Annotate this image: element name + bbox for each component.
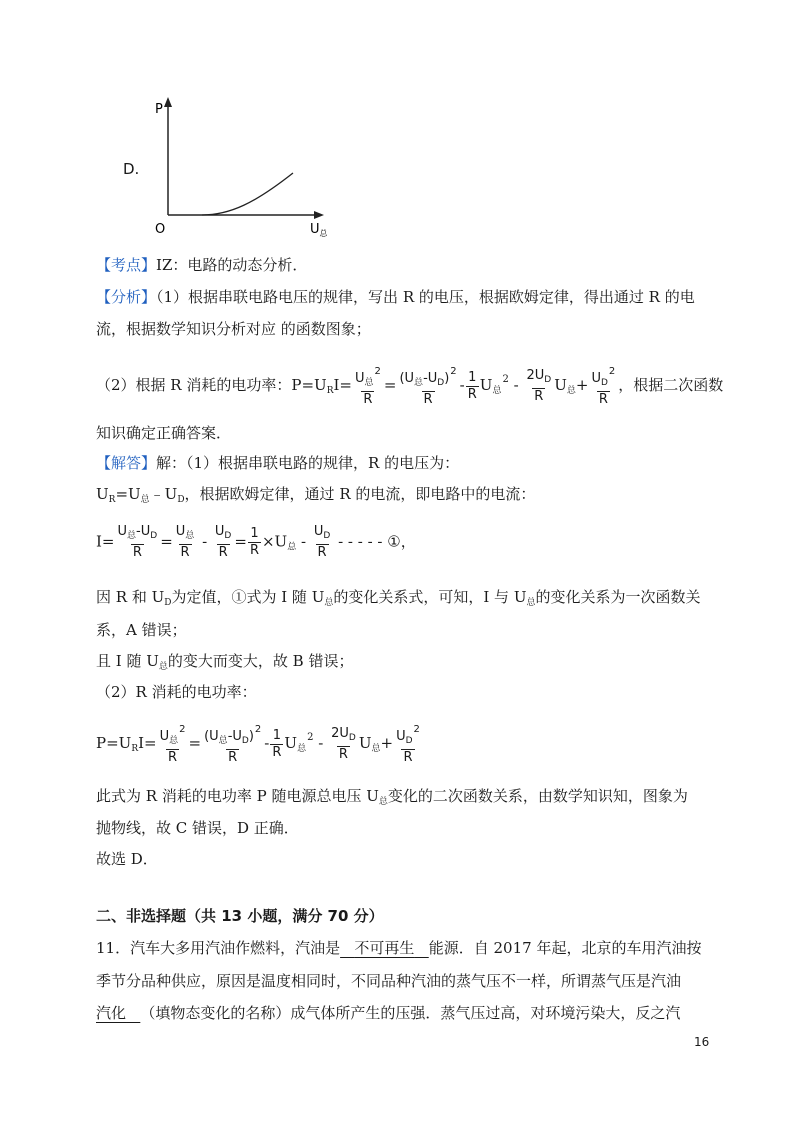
solution-line7: 此式为 R 消耗的电功率 P 随电源总电压 $U_总$变化的二次函数关系，由数学知识知，图象为 <box>96 787 688 807</box>
page-number: 16 <box>694 1035 710 1049</box>
q11-blank2: 汽化 <box>96 1004 127 1022</box>
section2-heading: 二、非选择题（共 13 小题，满分 70 分） <box>96 907 384 925</box>
solution-line6: （2）R 消耗的电功率： <box>96 683 257 701</box>
power-graph <box>150 95 350 245</box>
frac-one-over-r: $\frac{1}{R}$ <box>467 369 477 402</box>
jieda-line1: 【解答】解：（1）根据串联电路的规律，R 的电压为： <box>96 454 460 472</box>
q11-line1: 11．汽车大多用汽油作燃料，汽油是 不可再生 能源．自 2017 年起，北京的车用汽油按 <box>96 939 702 957</box>
option-d-label: D. <box>123 160 140 178</box>
fenxi-line1 <box>96 286 695 308</box>
solution-line5: 且 I 随 $U_总$的变大而变大，故 B 错误； <box>96 652 354 672</box>
solution-line8: 抛物线，故 C 错误，D 正确． <box>96 819 299 837</box>
q11-line2: 季节分品种供应，原因是温度相同时，不同品种汽油的蒸气压不一样，所谓蒸气压是汽油 <box>96 972 682 990</box>
jieda-tag: 【解答】 <box>96 454 157 472</box>
solution-line4: 系，A 错误； <box>96 621 187 639</box>
step2-line2: 知识确定正确答案． <box>96 424 232 442</box>
fenxi-line2: 流，根据数学知识分析对应 的函数图象； <box>96 320 371 338</box>
y-axis-label: P <box>155 102 163 117</box>
y-axis-arrow <box>164 97 172 107</box>
fenxi-tag: 【分析】 <box>96 288 157 306</box>
kaodian-line <box>96 254 307 276</box>
parabola-curve <box>202 173 293 215</box>
x-axis-arrow <box>314 211 324 219</box>
step2-formula-line: （2）根据 R 消耗的电功率：$P=U_RI=$ $\frac{U_总^2}{R}$ = $\frac{(U_总-U_D)^2}{R}$ - $\frac{1}{R}$ $U_总^2$ - $\frac{2U_D}{R}$ $U_总+$ $\frac{U_D^2}{R}$ ，根据二次函数 <box>96 366 724 407</box>
frac-ud-sq: $\frac{U_D^2}{R}$ <box>591 366 616 407</box>
power-equation: $P=U_RI=$ $\frac{U_总^2}{R}$ = $\frac{(U_总-U_D)^2}{R}$ - $\frac{1}{R}$ $U_总^2$ - $\frac{2U_D}{R}$ $U_总+$ $\frac{U_D^2}{R}$ <box>96 724 420 765</box>
current-equation: I= $\frac{U_总-U_D}{R}$ = $\frac{U_总}{R}$ - $\frac{U_D}{R}$ = $\frac{1}{R}$ $\times U_总$ - $\frac{U_D}{R}$ - - - - - ①， <box>96 524 416 560</box>
solution-line3: 因 R 和 $U_D$为定值，①式为 I 随 $U_总$的变化关系式，可知，I 与 $U_总$的变化关系为一次函数关 <box>96 588 701 608</box>
q11-blank1: 不可再生 <box>354 939 415 957</box>
q11-line3: 汽化 （填物态变化的名称）成气体所产生的压强．蒸气压过高，对环境污染大，反之汽 <box>96 1004 681 1022</box>
jieda-line2: $U_R=U_总﹣U_D$，根据欧姆定律，通过 R 的电流，即电路中的电流： <box>96 485 536 505</box>
x-axis-label: $U_总$ <box>310 222 328 238</box>
frac-u-total-sq: $\frac{U_总^2}{R}$ <box>354 366 381 407</box>
frac-diff-sq: $\frac{(U_总-U_D)^2}{R}$ <box>399 366 457 407</box>
kaodian-tag: 【考点】 <box>96 256 157 274</box>
fenxi-text1: （1）根据串联电路电压的规律，写出 R 的电压，根据欧姆定律，得出通过 R 的电 <box>156 288 695 306</box>
frac-2ud: $\frac{2U_D}{R}$ <box>526 367 552 404</box>
origin-label: O <box>155 222 166 237</box>
solution-line9: 故选 D． <box>96 850 158 868</box>
kaodian-text: IZ：电路的动态分析． <box>156 256 308 274</box>
